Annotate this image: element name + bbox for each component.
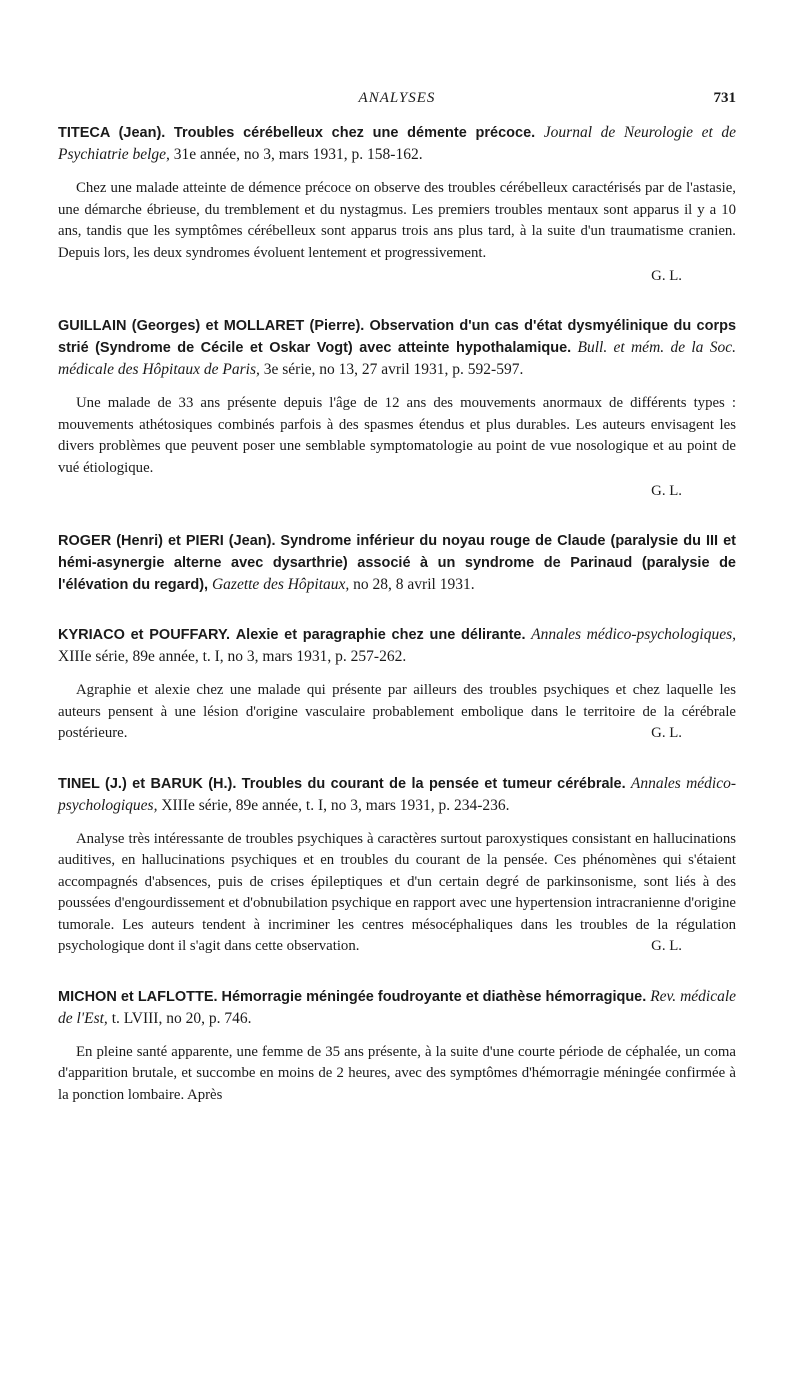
entry-journal: Annales médico-psychologiques,: [58, 774, 737, 814]
entry-heading: [58, 986, 736, 1030]
entry-signature: G. L.: [651, 725, 682, 741]
abstract-entry: [58, 986, 736, 1107]
entry-heading: [58, 773, 736, 817]
page-header: [58, 86, 736, 116]
entry-citation: XIIIe série, 89e année, t. I, no 3, mars 1931, p. 234-236.: [161, 796, 510, 814]
entry-journal: Gazette des Hôpitaux,: [211, 576, 350, 593]
page-number: 731: [713, 90, 736, 106]
entry-signature: G. L.: [651, 483, 682, 499]
entry-heading: [58, 530, 736, 596]
entry-title: Hémorragie méningée foudroyante et diathèse hémorragique.: [221, 988, 647, 1005]
entry-authors: MICHON et LAFLOTTE.: [58, 988, 218, 1005]
entry-body: Chez une malade atteinte de démence précoce on observe des troubles cérébelleux caractérisés par de l'astasie, une démarche ébrieuse, du tremblement et du nystagmus. Les premiers troubles mentaux sont apparus il y a 10 ans, tandis que les symptômes cérébelleux sont apparus trois ans plus tard, à la suite d'un traumatisme cranien. Depuis lors, les deux syndromes évoluent lentement et progressivement.: [58, 180, 736, 261]
entry-heading: [58, 122, 736, 166]
entry-journal: Rev. médicale de l'Est,: [58, 987, 737, 1027]
entry-citation: t. LVIII, no 20, p. 746.: [111, 1009, 252, 1027]
entry-authors: TITECA (Jean).: [58, 125, 166, 141]
entry-title: Observation d'un cas d'état dysmyélinique du corps strié (Syndrome de Cécile et Oskar Vogt) avec atteinte hypothalamique.: [58, 318, 737, 356]
entry-authors: ROGER (Henri) et PIERI (Jean).: [58, 533, 276, 549]
abstract-entry: [58, 773, 736, 958]
entry-authors: GUILLAIN (Georges) et MOLLARET (Pierre).: [58, 318, 365, 334]
entry-citation: 31e année, no 3, mars 1931, p. 158-162.: [173, 146, 423, 163]
running-title: ANALYSES: [358, 90, 436, 106]
entry-authors: KYRIACO et POUFFARY.: [58, 627, 231, 643]
entry-heading: [58, 315, 736, 381]
entry-body-text: Agraphie et alexie chez une malade qui présente par ailleurs des troubles psychiques et chez laquelle les auteurs pensent à une lésion d'origine vasculaire probablement embolique dans le territoire de la cérébrale postérieure.: [58, 682, 736, 741]
entry-body: En pleine santé apparente, une femme de 35 ans présente, à la suite d'une courte période de céphalée, un coma d'apparition brutale, et succombe en moins de 2 heures, avec des symptômes d'hémorragie méningée confirmée à la ponction lombaire. Après: [58, 1043, 736, 1103]
entry-heading: [58, 624, 736, 668]
entry-citation: no 28, 8 avril 1931.: [353, 576, 475, 593]
entry-signature: G. L.: [651, 938, 682, 954]
abstract-entry: [58, 122, 736, 287]
abstract-entry: [58, 530, 736, 596]
entry-authors: TINEL (J.) et BARUK (H.).: [58, 775, 237, 792]
entry-body: [58, 680, 736, 745]
document-page: [58, 86, 736, 1106]
entry-body: Une malade de 33 ans présente depuis l'âge de 12 ans des mouvements anormaux de différents types : mouvements athétosiques combinés parfois à des spasmes étendus et plus durables. Les auteurs envisagent les divers problèmes que peuvent poser une semblable symptomatologie au point de vue nosologique et au point de vué étiologique.: [58, 395, 736, 476]
entry-title: Syndrome inférieur du noyau rouge de Claude (paralysie du III et hémi-asynergie alterne avec dysarthrie) associé à un syndrome de Parinaud (paralysie de l'élévation du regard),: [58, 533, 736, 593]
entry-title: Troubles du courant de la pensée et tumeur cérébrale.: [241, 775, 626, 792]
entry-body: [58, 829, 736, 958]
entry-title: Troubles cérébelleux chez une démente précoce.: [173, 125, 536, 141]
entry-title: Alexie et paragraphie chez une délirante.: [235, 627, 526, 643]
abstract-entry: [58, 624, 736, 745]
entry-journal: Journal de Neurologie et de Psychiatrie belge,: [58, 124, 737, 163]
entry-citation: 3e série, no 13, 27 avril 1931, p. 592-597.: [263, 361, 524, 378]
entry-body-text: Analyse très intéressante de troubles psychiques à caractères surtout paroxystiques consistant en hallucinations auditives, en hallucinations psychiques et en troubles du courant de la pensée. Ces phénomènes qui s'étaient accompagnés d'absences, puis de crises épileptiques et d'un certain degré de parkinsonisme, sont liés à des poussées d'engourdissement et d'obnubilation psychique en rapport avec une hypertension intracranienne d'origine tumorale. Les auteurs tendent à incriminer les centres mésocéphaliques dans les troubles de la régulation psychologique dont il s'agit dans cette observation.: [58, 830, 736, 954]
entry-signature: G. L.: [651, 268, 682, 284]
entry-citation: XIIIe série, 89e année, t. I, no 3, mars 1931, p. 257-262.: [58, 648, 407, 665]
entry-journal: Annales médico-psychologiques,: [531, 626, 736, 643]
abstract-entry: [58, 315, 736, 502]
entry-journal: Bull. et mém. de la Soc. médicale des Hôpitaux de Paris,: [58, 339, 737, 378]
